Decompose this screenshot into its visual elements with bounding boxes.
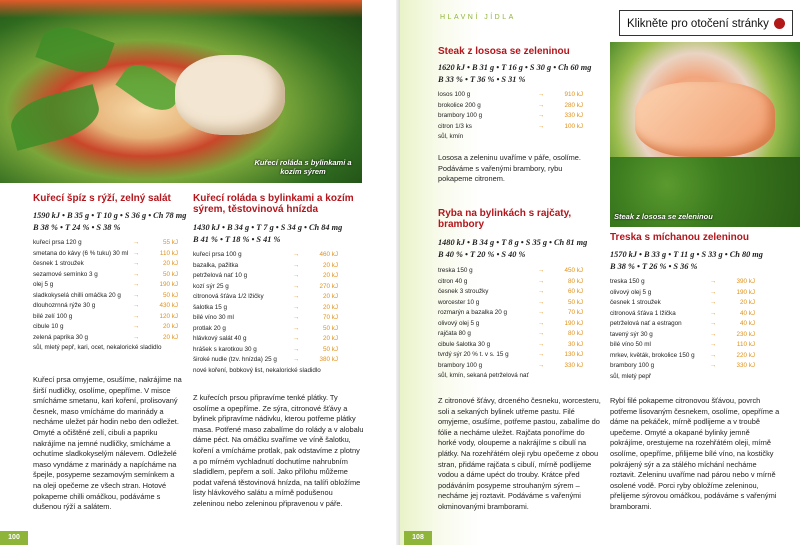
arrow-icon: → — [133, 291, 140, 299]
arrow-icon: → — [710, 351, 717, 359]
ingredient-energy: 330 kJ — [564, 361, 583, 369]
arrow-icon: → — [293, 272, 300, 279]
turn-page-button[interactable] — [619, 10, 793, 36]
ingredient-name: cibule 10 g — [33, 323, 64, 330]
ingredient-row — [193, 355, 338, 366]
spices-line: sůl, mletý pepř — [610, 372, 651, 380]
arrow-icon: → — [133, 270, 140, 278]
ingredient-energy: 130 kJ — [564, 351, 583, 358]
ingredient-row — [193, 334, 338, 345]
nutrition-line: 1430 kJ • B 34 g • T 7 g • S 34 g • Ch 84 mg — [193, 223, 343, 232]
ingredient-energy: 220 kJ — [736, 351, 755, 359]
ingredient-row — [33, 249, 178, 260]
ingredient-row — [610, 361, 755, 372]
ingredient-energy: 390 kJ — [736, 278, 755, 285]
ingredient-energy: 20 kJ — [322, 303, 338, 311]
arrow-icon: → — [538, 112, 545, 119]
ingredient-row — [193, 261, 338, 272]
right-page — [400, 0, 800, 545]
nutrition-percent: B 38 % • T 24 % • S 38 % — [33, 222, 121, 232]
arrow-icon: → — [538, 122, 545, 130]
ingredient-name: petrželová nať 10 g — [193, 272, 248, 279]
arrow-icon: → — [710, 362, 717, 369]
ingredient-energy: 80 kJ — [567, 277, 583, 285]
ingredient-name: tavený sýr 30 g — [610, 330, 653, 338]
ingredient-name: česnek 1 stroužek — [33, 260, 84, 267]
spices-line: sůl, mletý pepř, kari, ocet, nekalorické sladidlo — [33, 344, 162, 351]
ingredient-name: brambory 100 g — [438, 112, 483, 119]
photo-caption: Kuřecí roláda s bylinkami a kozím sýrem — [254, 158, 352, 176]
recipe-instructions: Rybí filé pokapeme citronovou šťávou, povrch potřeme lisovaným česnekem, osolíme, opepříme a dáme na pekáček, mírně podlijeme a v troubě upečeme. Omyté a okapané bylinky jemně pokrájíme, orestujeme na rozehřátém oleji, mírně osolíme, opepříme, přilijeme bílé víno, na kostičky pokrájený sýr a za stálého míchání necháme roztavit. Zeleninu uvaříme nad párou nebo v mírně osolené vodě. Porci ryby obložíme zeleninou, přelijeme sýrovou omáčkou, podáváme s vařenými bramborami. — [610, 396, 780, 511]
ingredient-row — [438, 350, 583, 361]
ingredient-energy: 20 kJ — [322, 293, 338, 300]
ingredient-row — [33, 301, 178, 312]
ingredient-row — [438, 308, 583, 319]
food-photo-chicken — [0, 0, 362, 183]
page-number: 108 — [404, 531, 432, 545]
ingredient-list — [33, 238, 178, 354]
spices-line: sůl, kmín — [438, 133, 464, 140]
spices-line: sůl, kmín, sekaná petrželová nať — [438, 372, 529, 379]
ingredient-name: hlávkový salát 40 g — [193, 335, 247, 342]
ingredient-name: bílé víno 30 ml — [193, 314, 234, 321]
ingredient-row — [610, 298, 755, 309]
ingredient-row — [438, 298, 583, 309]
ingredient-list — [438, 90, 583, 143]
nutrition-percent: B 33 % • T 36 % • S 31 % — [438, 74, 526, 84]
ingredient-row — [610, 288, 755, 299]
ingredient-energy: 20 kJ — [322, 261, 338, 269]
arrow-icon: → — [133, 312, 140, 320]
arrow-icon: → — [538, 309, 545, 316]
recipe-instructions: Kuřecí prsa omyjeme, osušíme, nakrájíme na širší nudličky, osolíme, opepříme. V misce smícháme smetanu, kari koření, prolisovaný česnek, maso vmícháme do marinády a necháme uležet pár hodin nebo den odležet. Omyté a očištěné zelí, cibuli a papriku nakrájíme na jemné nudličky, smícháme a ochutíme sladkokyselým nálevem. Odleželé maso vyndáme z marinády a napícháme na špejle, posypeme sezamovým semínkem a na oleji opečeme ze všech stran. Hotové pokapeme chilli omáčkou, podáváme s dušenou rýží a salátem. — [33, 375, 182, 512]
recipe-title: Ryba na bylinkách s rajčaty, brambory — [438, 208, 572, 230]
nutrition-percent: B 40 % • T 20 % • S 40 % — [438, 249, 526, 259]
salmon-steak — [635, 82, 775, 157]
ingredient-energy: 50 kJ — [322, 324, 338, 332]
ingredient-row — [610, 319, 755, 330]
ingredient-name: smetana do kávy (6 % tuku) 30 ml — [33, 249, 129, 257]
ingredient-energy: 110 kJ — [736, 341, 755, 348]
recipe-title: Kuřecí roláda s bylinkami a kozím sýrem, těstovinová hnízda — [193, 193, 354, 215]
ingredient-name: treska 150 g — [610, 278, 645, 285]
ingredient-row — [610, 309, 755, 320]
ingredient-row — [193, 345, 338, 356]
ingredient-energy: 110 kJ — [159, 249, 178, 257]
ingredient-list — [610, 277, 755, 382]
ingredient-name: šalotka 15 g — [193, 303, 227, 311]
arrow-icon: → — [133, 281, 140, 288]
ingredient-row — [438, 101, 583, 112]
ingredient-energy: 70 kJ — [567, 309, 583, 316]
nutrition-percent: B 41 % • T 18 % • S 41 % — [193, 234, 281, 244]
ingredient-name: široké nudle (tzv. hnízda) 25 g — [193, 356, 277, 363]
ingredient-name: kozí sýr 25 g — [193, 282, 229, 290]
ingredient-energy: 50 kJ — [162, 291, 178, 299]
ingredient-row — [33, 270, 178, 281]
recipe-title: Kuřecí špíz s rýží, zelný salát — [33, 193, 171, 204]
nutrition-percent: B 38 % • T 26 % • S 36 % — [610, 261, 698, 271]
arrow-icon: → — [293, 293, 300, 300]
arrow-icon: → — [133, 239, 140, 246]
ingredient-name: sezamové semínko 3 g — [33, 270, 98, 278]
ingredient-energy: 60 kJ — [567, 288, 583, 295]
ingredient-row — [610, 330, 755, 341]
basil-leaf — [35, 19, 114, 81]
red-dot-icon — [774, 18, 785, 29]
ingredient-row — [33, 333, 178, 344]
arrow-icon: → — [710, 330, 717, 338]
nutrition-line: 1590 kJ • B 35 g • T 10 g • S 36 g • Ch 78 mg — [33, 211, 187, 220]
food-photo-salmon — [610, 42, 800, 227]
ingredient-energy: 40 kJ — [739, 309, 755, 317]
ingredient-row — [438, 340, 583, 351]
arrow-icon: → — [293, 261, 300, 269]
ingredient-row — [610, 277, 755, 288]
ingredient-row — [438, 287, 583, 298]
arrow-icon: → — [293, 356, 300, 363]
ingredient-row — [193, 313, 338, 324]
recipe-instructions: Z citronové šťávy, drceného česneku, worcesteru, soli a sekaných bylinek utřeme pastu. Filé omyjeme, osušíme, potřeme pastou, zabalíme do fólie a necháme uležet. Rajčata ponoříme do horké vody, oloupeme a nakrájíme s cibulí na plátky. Na rozehřátém oleji rybu opečeme z obou stran, přidáme rajčata s cibulí, mírně podlijeme vodou a dáme upéct do trouby. Krátce před podáváním posypeme strouhaným sýrem – necháme jej roztavit. Podáváme s vařenými okminovanými bramborami. — [438, 396, 601, 511]
arrow-icon: → — [293, 324, 300, 332]
ingredient-row — [438, 319, 583, 330]
arrow-icon: → — [538, 319, 545, 327]
ingredient-row — [193, 250, 338, 261]
ingredient-energy: 120 kJ — [159, 312, 178, 320]
ingredient-name: rozmarýn a bazalka 20 g — [438, 309, 507, 316]
arrow-icon: → — [293, 314, 300, 321]
nutrition-line: 1620 kJ • B 31 g • T 16 g • S 30 g • Ch 60 mg — [438, 63, 592, 72]
ingredient-row — [438, 266, 583, 277]
ingredient-energy: 50 kJ — [567, 298, 583, 306]
arrow-icon: → — [710, 320, 717, 327]
recipe-title: Treska s míchanou zeleninou — [610, 232, 749, 243]
ingredient-name: kuřecí prsa 100 g — [193, 251, 242, 258]
nutrition-info — [438, 237, 587, 260]
ingredient-name: citron 1/3 ks — [438, 122, 472, 130]
nutrition-info — [438, 62, 591, 85]
nutrition-info — [33, 210, 186, 233]
ingredient-energy: 380 kJ — [319, 356, 338, 363]
ingredient-row — [610, 340, 755, 351]
arrow-icon: → — [293, 251, 300, 258]
ingredient-name: citron 40 g — [438, 277, 468, 285]
ingredient-energy: 20 kJ — [739, 299, 755, 306]
ingredient-row — [438, 90, 583, 101]
ingredient-energy: 230 kJ — [736, 330, 755, 338]
arrow-icon: → — [133, 260, 140, 267]
ingredient-name: citronová šťáva 1 lžička — [610, 309, 676, 317]
ingredient-row — [193, 282, 338, 293]
arrow-icon: → — [538, 277, 545, 285]
arrow-icon: → — [538, 288, 545, 295]
ingredient-row — [33, 238, 178, 249]
ingredient-row — [33, 280, 178, 291]
ingredient-row — [33, 322, 178, 333]
ingredient-energy: 20 kJ — [322, 335, 338, 342]
recipe-instructions: Z kuřecích prsou připravíme tenké plátky. Ty osolíme a opepříme. Ze sýra, citronové šťávy a bylinek připravíme nádivku, kterou potřeme plátky masa. Potřené maso zabalíme do rolády a v alobalu dáme péct. Na omáčku svaříme ve víně šalotku, koření a vmícháme protlak, pak odstavíme z plotny a po mírném vychladnutí dochutíme nahrubním sladidlem, pepřem a solí. Jako přílohu můžeme podat vařená těstovinová hnízda, na talíři obložíme listy hlávkového salátu a mírně podušenou zeleninou nebo zeleninou připravenou v páře. — [193, 393, 364, 508]
arrow-icon: → — [710, 309, 717, 317]
arrow-icon: → — [538, 101, 545, 109]
ingredient-energy: 430 kJ — [159, 302, 178, 309]
ingredient-energy: 20 kJ — [322, 272, 338, 279]
arrow-icon: → — [293, 282, 300, 290]
ingredient-row — [610, 351, 755, 362]
ingredient-name: dlouhozrnná rýže 30 g — [33, 302, 96, 309]
ingredient-energy: 280 kJ — [564, 101, 583, 109]
ingredient-name: sladkokyselá chilli omáčka 20 g — [33, 291, 121, 299]
ingredient-energy: 70 kJ — [322, 314, 338, 321]
ingredient-energy: 330 kJ — [736, 362, 755, 369]
ingredient-row — [193, 324, 338, 335]
ingredient-energy: 80 kJ — [567, 330, 583, 337]
ingredient-energy: 910 kJ — [564, 91, 583, 98]
ingredient-row — [193, 303, 338, 314]
arrow-icon: → — [538, 298, 545, 306]
ingredient-name: mrkev, květák, brokolice 150 g — [610, 351, 695, 359]
ingredient-name: citronová šťáva 1/2 lžičky — [193, 293, 264, 300]
ingredient-row — [438, 361, 583, 372]
ingredient-name: česnek 3 stroužky — [438, 288, 489, 295]
nutrition-line: 1570 kJ • B 33 g • T 11 g • S 33 g • Ch 80 mg — [610, 250, 763, 259]
ingredient-energy: 270 kJ — [319, 282, 338, 290]
photo-caption: Steak z lososa se zeleninou — [614, 212, 713, 221]
ingredient-energy: 330 kJ — [564, 112, 583, 119]
ingredient-row — [193, 292, 338, 303]
ingredient-energy: 50 kJ — [322, 345, 338, 353]
ingredient-name: olej 5 g — [33, 281, 54, 288]
arrow-icon: → — [538, 267, 545, 274]
ingredient-name: protlak 20 g — [193, 324, 226, 332]
arrow-icon: → — [710, 278, 717, 285]
ingredient-row — [33, 291, 178, 302]
nutrition-info — [193, 222, 342, 245]
ingredient-name: treska 150 g — [438, 267, 473, 274]
ingredient-row — [193, 271, 338, 282]
ingredient-row — [438, 277, 583, 288]
ingredient-energy: 450 kJ — [564, 267, 583, 274]
ingredient-energy: 30 kJ — [567, 340, 583, 348]
ingredient-energy: 190 kJ — [564, 319, 583, 327]
ingredient-name: losos 100 g — [438, 91, 471, 98]
ingredient-name: brambory 100 g — [438, 361, 483, 369]
page-number: 100 — [0, 531, 28, 545]
ingredient-name: petrželová nať a estragon — [610, 320, 682, 327]
arrow-icon: → — [538, 340, 545, 348]
arrow-icon: → — [710, 299, 717, 306]
arrow-icon: → — [710, 288, 717, 296]
ingredient-name: olivový olej 5 g — [438, 319, 480, 327]
ingredient-name: tvrdý sýr 20 % t. v s. 15 g — [438, 351, 509, 358]
ingredient-energy: 20 kJ — [162, 333, 178, 341]
arrow-icon: → — [538, 91, 545, 98]
ingredient-energy: 20 kJ — [162, 260, 178, 267]
ingredient-name: brambory 100 g — [610, 362, 655, 369]
arrow-icon: → — [293, 303, 300, 311]
nutrition-info — [610, 249, 763, 272]
ingredient-name: rajčata 80 g — [438, 330, 471, 337]
spices-line: nové koření, bobkový list, nekalorické sladidlo — [193, 366, 321, 374]
ingredient-energy: 190 kJ — [736, 288, 755, 296]
ingredient-energy: 100 kJ — [564, 122, 583, 130]
ingredient-energy: 40 kJ — [739, 320, 755, 327]
ingredient-name: bazalka, pažitka — [193, 261, 239, 269]
arrow-icon: → — [293, 345, 300, 353]
ingredient-row — [33, 312, 178, 323]
chicken-roll — [175, 55, 285, 135]
ingredient-row — [438, 329, 583, 340]
ingredient-name: olivový olej 5 g — [610, 288, 652, 296]
ingredient-name: kuřecí prsa 120 g — [33, 239, 82, 246]
ingredient-energy: 190 kJ — [159, 281, 178, 288]
ingredient-name: hrášek s karotkou 30 g — [193, 345, 257, 353]
arrow-icon: → — [538, 351, 545, 358]
arrow-icon: → — [133, 249, 140, 257]
ingredient-energy: 20 kJ — [162, 323, 178, 330]
ingredient-name: cibule šalotka 30 g — [438, 340, 491, 348]
arrow-icon: → — [133, 333, 140, 341]
basil-leaf — [6, 84, 105, 151]
arrow-icon: → — [538, 330, 545, 337]
ingredient-energy: 460 kJ — [319, 251, 338, 258]
ingredient-energy: 50 kJ — [162, 270, 178, 278]
turn-page-label: Klikněte pro otočení stránky — [627, 18, 769, 30]
arrow-icon: → — [710, 341, 717, 348]
ingredient-name: bílé víno 50 ml — [610, 341, 651, 348]
ingredient-name: brokolice 200 g — [438, 101, 481, 109]
ingredient-row — [438, 111, 583, 122]
arrow-icon: → — [293, 335, 300, 342]
ingredient-list — [438, 266, 583, 382]
arrow-icon: → — [133, 302, 140, 309]
recipe-instructions: Lososa a zeleninu uvaříme v páře, osolíme. Podáváme s vařenými brambory, rybu pokapeme citronem. — [438, 153, 581, 184]
arrow-icon: → — [538, 361, 545, 369]
arrow-icon: → — [133, 323, 140, 330]
ingredient-list — [193, 250, 338, 376]
tomato-sauce — [0, 0, 362, 18]
ingredient-row — [33, 259, 178, 270]
ingredient-row — [438, 122, 583, 133]
ingredient-name: bílé zelí 100 g — [33, 312, 73, 320]
chapter-header: HLAVNÍ JÍDLA — [440, 14, 516, 21]
ingredient-name: worcester 10 g — [438, 298, 480, 306]
ingredient-energy: 55 kJ — [162, 239, 178, 246]
ingredient-name: zelená paprika 30 g — [33, 333, 88, 341]
nutrition-line: 1480 kJ • B 34 g • T 8 g • S 35 g • Ch 81 mg — [438, 238, 588, 247]
ingredient-name: česnek 1 stroužek — [610, 299, 661, 306]
recipe-title: Steak z lososa se zeleninou — [438, 46, 570, 57]
